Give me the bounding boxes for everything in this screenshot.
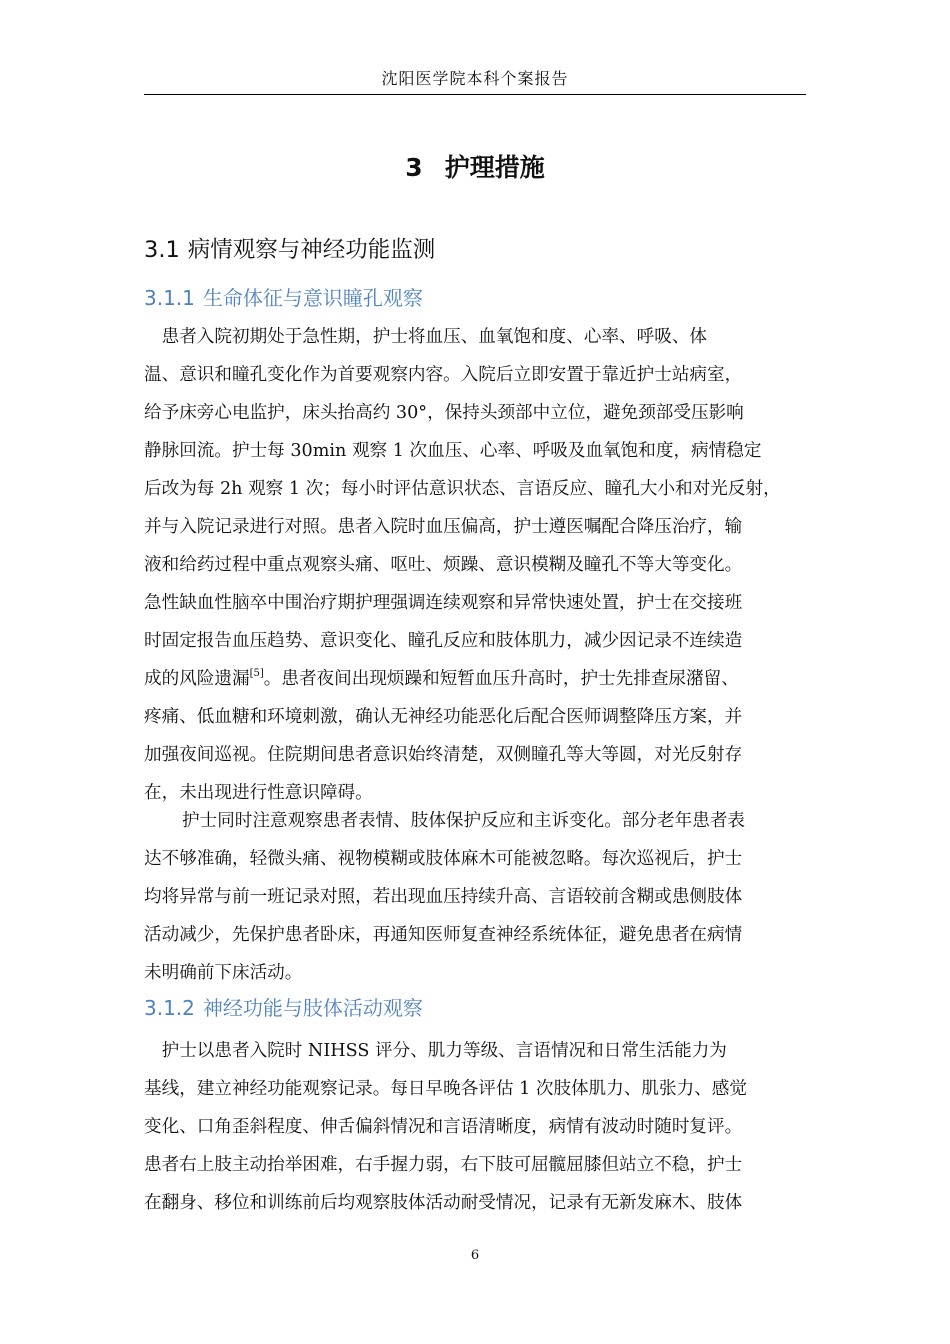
paragraph-line: 未明确前下床活动。 (144, 963, 303, 983)
paragraph-line: 液和给药过程中重点观察头痛、呕吐、烦躁、意识模糊及瞳孔不等大等变化。 (144, 555, 743, 575)
paragraph-line: 基线，建立神经功能观察记录。每日早晚各评估 1 次肢体肌力、肌张力、感觉 (144, 1079, 747, 1099)
section-number: 3.1 (144, 237, 180, 263)
body-paragraph (144, 318, 808, 812)
section-heading (144, 232, 435, 264)
chapter-title: 护理措施 (444, 153, 545, 182)
running-header: 沈阳医学院本科个案报告 (144, 66, 806, 95)
paragraph-line-with-citation (144, 660, 808, 698)
chapter-number: 3 (405, 153, 423, 182)
subsection-heading (144, 992, 423, 1021)
paragraph-line: 静脉回流。护士每 30min 观察 1 次血压、心率、呼吸及血氧饱和度，病情稳定 (144, 441, 762, 461)
page-number: 6 (470, 1248, 480, 1263)
section-title: 病情观察与神经功能监测 (187, 237, 436, 263)
paragraph-line: 时固定报告血压趋势、意识变化、瞳孔反应和肢体肌力，减少因记录不连续造 (144, 631, 743, 651)
paragraph-line: 护士同时注意观察患者表情、肢体保护反应和主诉变化。部分老年患者表 (182, 811, 746, 831)
subsection-title: 神经功能与肢体活动观察 (202, 996, 423, 1020)
subsection-title: 生命体征与意识瞳孔观察 (202, 286, 423, 310)
paragraph-line: 在翻身、移位和训练前后均观察肢体活动耐受情况，记录有无新发麻木、肢体 (144, 1193, 743, 1213)
paragraph-line: 温、意识和瞳孔变化作为首要观察内容。入院后立即安置于靠近护士站病室， (144, 365, 743, 385)
citation-line-before: 成的风险遗漏 (144, 669, 250, 689)
paragraph-line: 在，未出现进行性意识障碍。 (144, 783, 373, 803)
paragraph-line: 护士以患者入院时 NIHSS 评分、肌力等级、言语情况和日常生活能力为 (144, 1041, 727, 1061)
paragraph-line: 均将异常与前一班记录对照，若出现血压持续升高、言语较前含糊或患侧肢体 (144, 887, 743, 907)
subsection-heading (144, 282, 423, 311)
body-paragraph-first-line (182, 802, 808, 840)
paragraph-line: 急性缺血性脑卒中围治疗期护理强调连续观察和异常快速处置，护士在交接班 (144, 593, 743, 613)
body-paragraph (144, 840, 808, 992)
citation-line-after: 。患者夜间出现烦躁和短暂血压升高时，护士先排查尿潴留、 (263, 669, 739, 689)
subsection-number: 3.1.1 (144, 286, 195, 310)
paragraph-line: 患者右上肢主动抬举困难，右手握力弱，右下肢可屈髋屈膝但站立不稳，护士 (144, 1155, 743, 1175)
paragraph-line: 患者入院初期处于急性期，护士将血压、血氧饱和度、心率、呼吸、体 (144, 327, 708, 347)
paragraph-line: 加强夜间巡视。住院期间患者意识始终清楚，双侧瞳孔等大等圆，对光反射存 (144, 745, 743, 765)
paragraph-line: 疼痛、低血糖和环境刺激，确认无神经功能恶化后配合医师调整降压方案，并 (144, 707, 743, 727)
paragraph-line: 活动减少，先保护患者卧床，再通知医师复查神经系统体征，避免患者在病情 (144, 925, 743, 945)
paragraph-line: 并与入院记录进行对照。患者入院时血压偏高，护士遵医嘱配合降压治疗，输 (144, 517, 743, 537)
citation-reference[interactable]: [5] (249, 668, 264, 679)
paragraph-line: 给予床旁心电监护，床头抬高约 30°，保持头颈部中立位，避免颈部受压影响 (144, 403, 744, 423)
subsection-number: 3.1.2 (144, 996, 195, 1020)
chapter-heading (144, 148, 806, 184)
paragraph-line: 后改为每 2h 观察 1 次；每小时评估意识状态、言语反应、瞳孔大小和对光反射， (144, 479, 781, 499)
paragraph-line: 变化、口角歪斜程度、伸舌偏斜情况和言语清晰度，病情有波动时随时复评。 (144, 1117, 743, 1137)
paragraph-line: 达不够准确，轻微头痛、视物模糊或肢体麻木可能被忽略。每次巡视后，护士 (144, 849, 743, 869)
body-paragraph (144, 1032, 808, 1222)
